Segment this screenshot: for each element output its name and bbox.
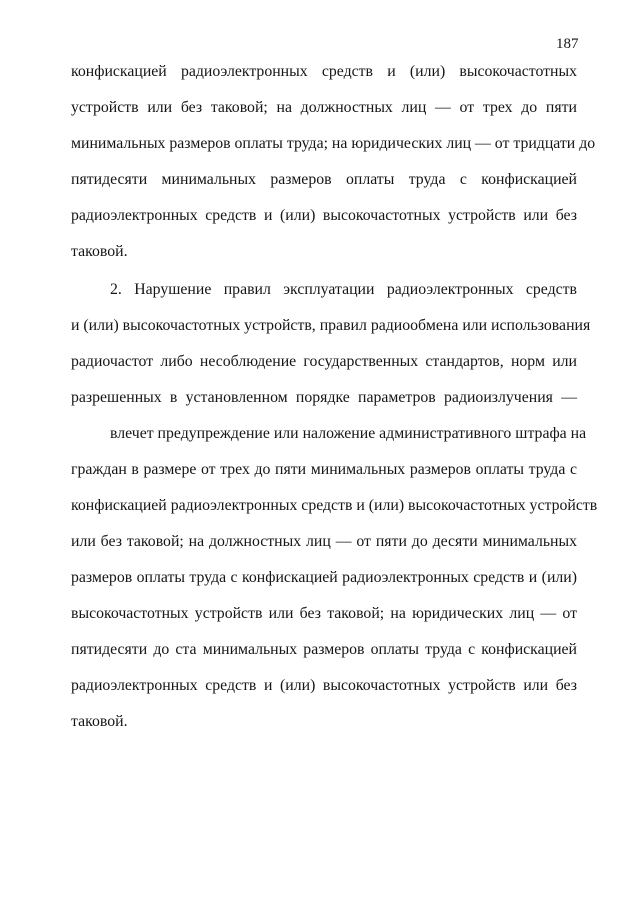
text-line: таковой. <box>71 713 128 730</box>
text-line: радиоэлектронных средств и (или) высокочастотных устройств или без <box>71 677 577 694</box>
text-line: минимальных размеров оплаты труда; на юридических лиц — от тридцати до <box>71 135 596 152</box>
text-line: или без таковой; на должностных лиц — от пяти до десяти минимальных <box>71 533 577 550</box>
text-line: конфискацией радиоэлектронных средств и (или) высокочастотных <box>71 63 577 80</box>
page-number: 187 <box>556 36 579 52</box>
text-line: 2. Нарушение правил эксплуатации радиоэлектронных средств <box>110 281 577 298</box>
text-line: высокочастотных устройств или без таковой; на юридических лиц — от <box>71 605 577 622</box>
text-line: конфискацией радиоэлектронных средств и (или) высокочастотных устройств <box>71 497 598 514</box>
text-line: таковой. <box>71 243 128 260</box>
text-line: и (или) высокочастотных устройств, правил радиообмена или использования <box>71 317 591 334</box>
text-line: пятидесяти минимальных размеров оплаты труда с конфискацией <box>71 171 577 188</box>
text-line: размеров оплаты труда с конфискацией радиоэлектронных средств и (или) <box>71 569 577 586</box>
text-line: пятидесяти до ста минимальных размеров оплаты труда с конфискацией <box>71 641 577 658</box>
text-line: радиочастот либо несоблюдение государственных стандартов, норм или <box>71 353 577 370</box>
text-line: влечет предупреждение или наложение административного штрафа на <box>110 425 587 442</box>
text-line: устройств или без таковой; на должностных лиц — от трех до пяти <box>71 99 577 116</box>
text-line: радиоэлектронных средств и (или) высокочастотных устройств или без <box>71 207 577 224</box>
text-line: граждан в размере от трех до пяти минимальных размеров оплаты труда с <box>71 461 577 478</box>
text-line: разрешенных в установленном порядке параметров радиоизлучения — <box>71 389 577 406</box>
